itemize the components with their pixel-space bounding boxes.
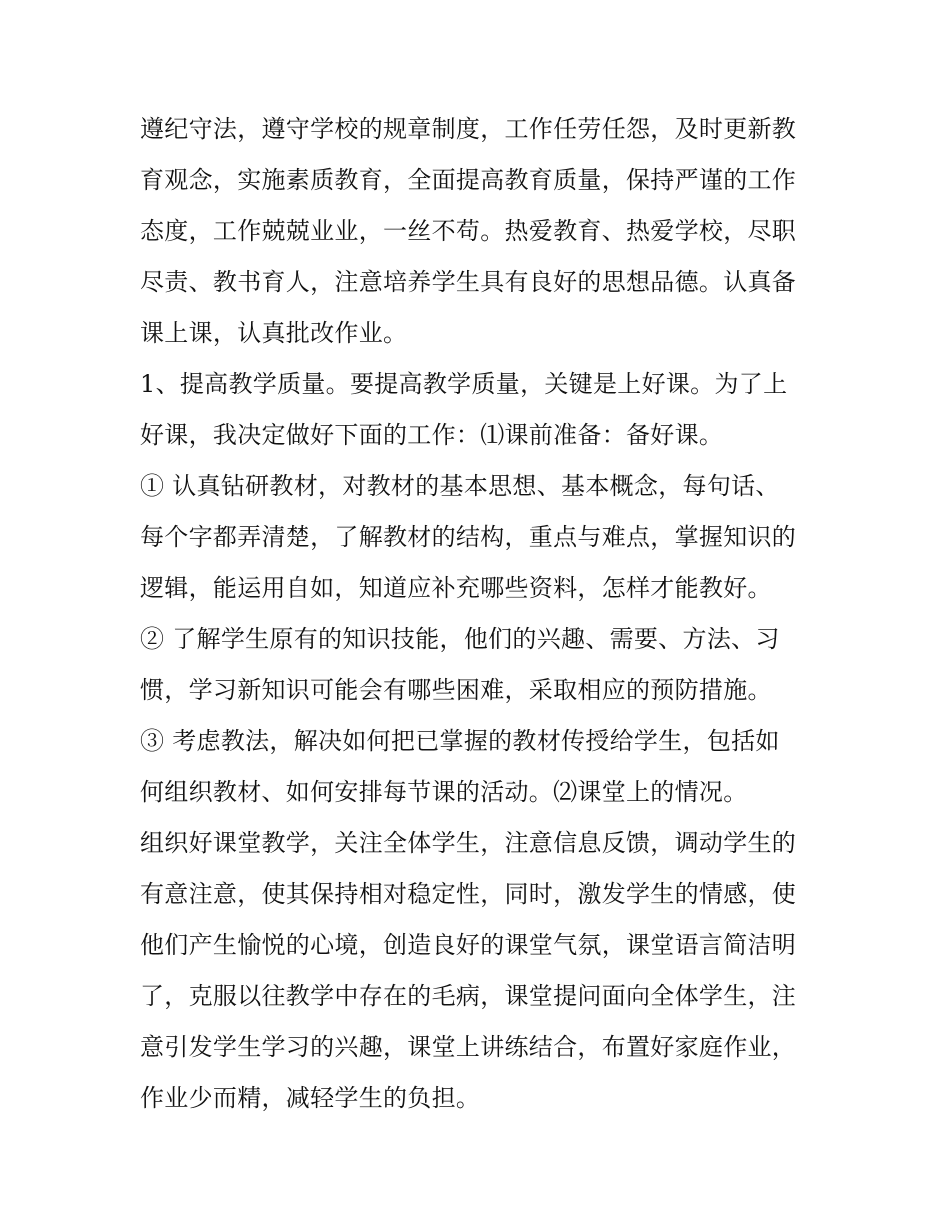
text-line: 态度，工作兢兢业业，一丝不苟。热爱教育、热爱学校，尽职 <box>140 217 797 245</box>
text-line: ② 了解学生原有的知识技能，他们的兴趣、需要、方法、习 <box>140 625 780 653</box>
text-line: 惯，学习新知识可能会有哪些困难，采取相应的预防措施。 <box>140 676 772 704</box>
text-line: 逻辑，能运用自如，知道应补充哪些资料，怎样才能教好。 <box>140 574 772 602</box>
text-line: 育观念，实施素质教育，全面提高教育质量，保持严谨的工作 <box>140 166 797 194</box>
text-line: ① 认真钻研教材，对教材的基本思想、基本概念，每句话、 <box>140 472 780 500</box>
text-line: 每个字都弄清楚，了解教材的结构，重点与难点，掌握知识的 <box>140 523 797 551</box>
text-line: 课上课，认真批改作业。 <box>140 319 408 347</box>
body-text <box>140 104 820 1124</box>
text-line: 尽责、教书育人，注意培养学生具有良好的思想品德。认真备 <box>140 268 797 296</box>
text-line: 了，克服以往教学中存在的毛病，课堂提问面向全体学生，注 <box>140 982 797 1010</box>
text-line: 作业少而精，减轻学生的负担。 <box>140 1084 481 1112</box>
text-line: 组织好课堂教学，关注全体学生，注意信息反馈，调动学生的 <box>140 829 797 857</box>
text-line: 何组织教材、如何安排每节课的活动。⑵课堂上的情况。 <box>140 778 748 806</box>
text-line: 遵纪守法，遵守学校的规章制度，工作任劳任怨，及时更新教 <box>140 115 797 143</box>
text-line: 1、提高教学质量。要提高教学质量，关键是上好课。为了上 <box>140 370 788 398</box>
text-line: 好课，我决定做好下面的工作：⑴课前准备：备好课。 <box>140 421 724 449</box>
text-line: 他们产生愉悦的心境，创造良好的课堂气氛，课堂语言简洁明 <box>140 931 797 959</box>
text-line: 意引发学生学习的兴趣，课堂上讲练结合，布置好家庭作业， <box>140 1033 797 1061</box>
text-line: ③ 考虑教法，解决如何把已掌握的教材传授给学生，包括如 <box>140 727 780 755</box>
text-line: 有意注意，使其保持相对稳定性，同时，激发学生的情感，使 <box>140 880 797 908</box>
